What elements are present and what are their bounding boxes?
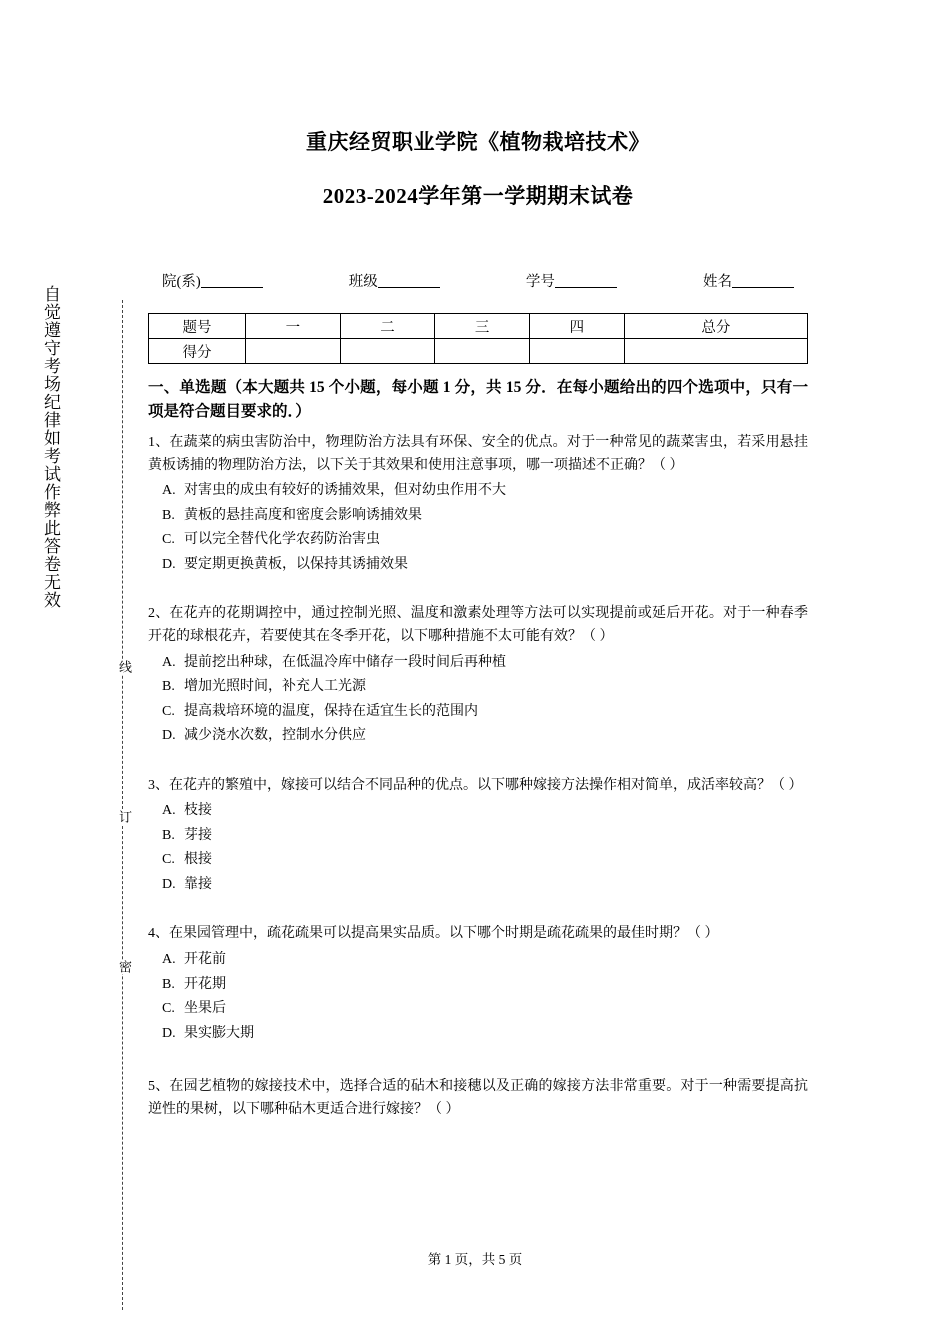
field-class-label: 班级 bbox=[348, 274, 378, 290]
option-text: 提前挖出种球，在低温冷库中储存一段时间后再种植 bbox=[184, 654, 506, 670]
score-table-cell[interactable] bbox=[624, 339, 807, 364]
field-department-label: 院(系) bbox=[162, 274, 201, 290]
option-item[interactable] bbox=[162, 700, 808, 725]
question-stem: 4、在果园管理中，疏花疏果可以提高果实品质。以下哪个时期是疏花疏果的最佳时期？（ ） bbox=[148, 926, 719, 942]
option-text: 开花前 bbox=[184, 952, 226, 968]
question-options bbox=[148, 651, 808, 749]
page-footer: 第 1 页，共 5 页 bbox=[427, 1252, 523, 1267]
field-department-blank[interactable] bbox=[201, 273, 263, 288]
score-table-cell: 二 bbox=[340, 314, 435, 339]
option-item[interactable] bbox=[162, 1022, 808, 1047]
option-text: 要定期更换黄板，以保持其诱捕效果 bbox=[184, 556, 408, 572]
score-table-cell[interactable] bbox=[246, 339, 341, 364]
option-text: 提高栽培环境的温度，保持在适宜生长的范围内 bbox=[184, 703, 478, 719]
option-item[interactable] bbox=[162, 997, 808, 1022]
option-item[interactable] bbox=[162, 873, 808, 898]
option-letter: A. bbox=[162, 483, 176, 499]
option-item[interactable] bbox=[162, 724, 808, 749]
option-item[interactable] bbox=[162, 553, 808, 578]
option-text: 增加光照时间，补充人工光源 bbox=[184, 679, 366, 695]
option-item[interactable] bbox=[162, 948, 808, 973]
option-text: 可以完全替代化学农药防治害虫 bbox=[184, 532, 380, 548]
score-table-cell: 四 bbox=[530, 314, 625, 339]
table-row bbox=[149, 339, 808, 364]
option-letter: D. bbox=[162, 1025, 176, 1041]
question-stem: 2、在花卉的花期调控中，通过控制光照、温度和激素处理等方法可以实现提前或延后开花。对于一种春季开花的球根花卉，若要使其在冬季开花，以下哪种措施不太可能有效？（ ） bbox=[148, 606, 808, 645]
option-item[interactable] bbox=[162, 799, 808, 824]
option-item[interactable] bbox=[162, 973, 808, 998]
score-table-cell: 一 bbox=[246, 314, 341, 339]
student-info-fields bbox=[148, 270, 808, 291]
field-student-id-label: 学号 bbox=[525, 274, 555, 290]
score-table-cell: 总分 bbox=[624, 314, 807, 339]
option-letter: B. bbox=[162, 976, 175, 992]
option-text: 开花期 bbox=[184, 976, 226, 992]
option-letter: D. bbox=[162, 728, 176, 744]
option-text: 坐果后 bbox=[184, 1001, 226, 1017]
option-letter: C. bbox=[162, 703, 175, 719]
option-letter: A. bbox=[162, 654, 176, 670]
field-name-blank[interactable] bbox=[732, 273, 794, 288]
question-options bbox=[148, 799, 808, 897]
field-name-label: 姓名 bbox=[703, 274, 732, 290]
score-table-cell: 三 bbox=[435, 314, 530, 339]
option-letter: D. bbox=[162, 876, 176, 892]
question-options bbox=[148, 948, 808, 1046]
option-item[interactable] bbox=[162, 824, 808, 849]
table-row bbox=[149, 314, 808, 339]
seal-mark-ding: 订 bbox=[112, 810, 134, 824]
option-item[interactable] bbox=[162, 651, 808, 676]
page-subtitle: 2023-2024学年第一学期期末试卷 bbox=[322, 184, 634, 208]
option-letter: C. bbox=[162, 1001, 175, 1017]
score-table-cell[interactable] bbox=[530, 339, 625, 364]
option-letter: B. bbox=[162, 827, 175, 843]
option-text: 减少浇水次数，控制水分供应 bbox=[184, 728, 366, 744]
option-letter: B. bbox=[162, 679, 175, 695]
question-stem: 3、在花卉的繁殖中，嫁接可以结合不同品种的优点。以下哪种嫁接方法操作相对简单，成活率较高？（ ） bbox=[148, 777, 803, 793]
option-item[interactable] bbox=[162, 479, 808, 504]
score-table-row-label: 题号 bbox=[149, 314, 246, 339]
option-letter: D. bbox=[162, 556, 176, 572]
option-text: 枝接 bbox=[184, 803, 212, 819]
option-item[interactable] bbox=[162, 528, 808, 553]
option-text: 芽接 bbox=[184, 827, 212, 843]
option-text: 对害虫的成虫有较好的诱捕效果，但对幼虫作用不大 bbox=[184, 483, 506, 499]
option-item[interactable] bbox=[162, 675, 808, 700]
seal-mark-mi: 密 bbox=[112, 960, 134, 974]
seal-mark-line: 线 bbox=[112, 660, 134, 674]
option-item[interactable] bbox=[162, 504, 808, 529]
score-table-row-label: 得分 bbox=[149, 339, 246, 364]
option-letter: B. bbox=[162, 507, 175, 523]
score-table-cell[interactable] bbox=[340, 339, 435, 364]
question-stem: 5、在园艺植物的嫁接技术中，选择合适的砧木和接穗以及正确的嫁接方法非常重要。对于一种需要提高抗逆性的果树，以下哪种砧木更适合进行嫁接？（ ） bbox=[148, 1079, 808, 1117]
field-class-blank[interactable] bbox=[378, 273, 440, 288]
question-options bbox=[148, 479, 808, 577]
option-text: 根接 bbox=[184, 852, 212, 868]
option-text: 黄板的悬挂高度和密度会影响诱捕效果 bbox=[184, 507, 422, 523]
question-stem: 1、在蔬菜的病虫害防治中，物理防治方法具有环保、安全的优点。对于一种常见的蔬菜害虫，若采用悬挂黄板诱捕的物理防治方法，以下关于其效果和使用注意事项，哪一项描述不正确？（ ） bbox=[148, 435, 808, 473]
option-letter: C. bbox=[162, 532, 175, 548]
field-department bbox=[162, 270, 263, 291]
field-student-id-blank[interactable] bbox=[555, 273, 617, 288]
option-letter: A. bbox=[162, 952, 176, 968]
field-name bbox=[703, 270, 794, 291]
option-text: 靠接 bbox=[184, 876, 212, 892]
field-class bbox=[349, 270, 440, 291]
option-text: 果实膨大期 bbox=[184, 1025, 254, 1041]
field-student-id bbox=[526, 270, 617, 291]
seal-dashed-line bbox=[122, 300, 123, 1310]
option-letter: A. bbox=[162, 803, 176, 819]
score-table bbox=[148, 313, 808, 364]
page-title: 重庆经贸职业学院《植物栽培技术》 bbox=[306, 130, 650, 154]
exam-side-note: 自觉遵守考场纪律如考试作弊此答卷无效 bbox=[41, 285, 60, 609]
section-heading: 一、单选题（本大题共 15 个小题，每小题 1 分，共 15 分．在每小题给出的四个选项中，只有一项是符合题目要求的．） bbox=[148, 379, 808, 421]
option-item[interactable] bbox=[162, 848, 808, 873]
document-content bbox=[148, 0, 808, 1121]
score-table-cell[interactable] bbox=[435, 339, 530, 364]
option-letter: C. bbox=[162, 852, 175, 868]
